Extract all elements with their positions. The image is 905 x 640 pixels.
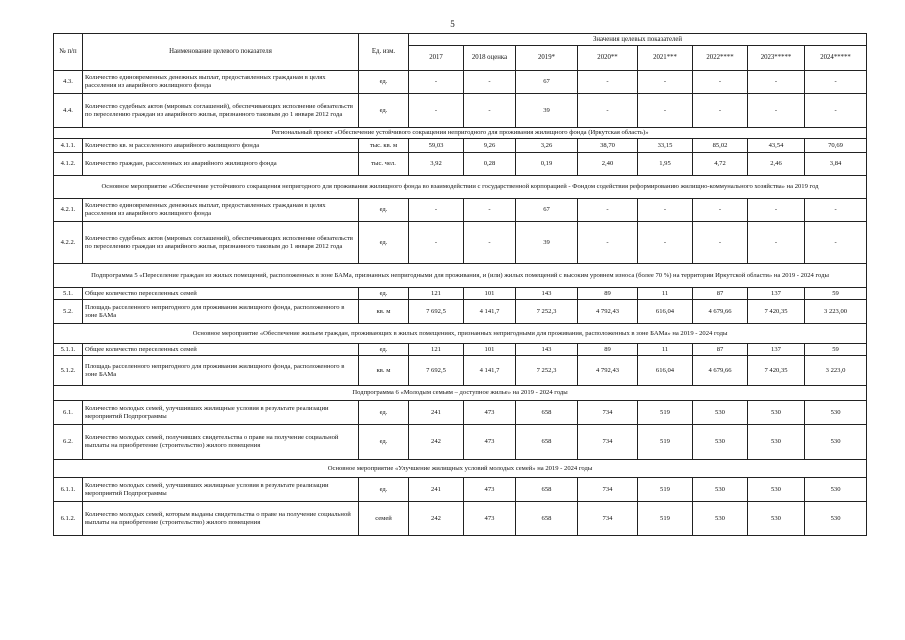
value-cell: 530 <box>693 425 748 460</box>
value-cell: - <box>748 222 805 264</box>
value-cell: 734 <box>578 502 638 536</box>
section-row <box>54 460 867 478</box>
section-row <box>54 176 867 199</box>
value-cell: 519 <box>638 401 693 425</box>
indicator-name: Общее количество переселенных семей <box>83 288 359 300</box>
value-cell: - <box>638 94 693 128</box>
table-row <box>54 401 867 425</box>
table-row <box>54 94 867 128</box>
header-year: 2020** <box>578 46 638 71</box>
row-number: 6.1.2. <box>54 502 83 536</box>
row-number: 4.3. <box>54 71 83 94</box>
value-cell: - <box>693 199 748 222</box>
value-cell: - <box>409 94 464 128</box>
value-cell: 530 <box>693 401 748 425</box>
indicator-name: Общее количество переселенных семей <box>83 344 359 356</box>
section-title: Основное мероприятие «Обеспечение жильем граждан, проживающих в жилых помещениях, признанных непригодными для проживания, расположенных в зоне БАМа» на 2019 - 2024 годы <box>54 324 867 344</box>
value-cell: 59 <box>805 288 867 300</box>
value-cell: 7 692,5 <box>409 300 464 324</box>
header-year: 2017 <box>409 46 464 71</box>
value-cell: 4 679,66 <box>693 356 748 386</box>
value-cell: 7 252,3 <box>516 300 578 324</box>
header-year: 2021*** <box>638 46 693 71</box>
value-cell: 121 <box>409 344 464 356</box>
value-cell: 241 <box>409 401 464 425</box>
section-row <box>54 128 867 139</box>
value-cell: 473 <box>464 478 516 502</box>
row-number: 4.1.2. <box>54 153 83 176</box>
value-cell: 7 692,5 <box>409 356 464 386</box>
value-cell: 658 <box>516 401 578 425</box>
unit-cell: ед. <box>359 199 409 222</box>
value-cell: 1,95 <box>638 153 693 176</box>
row-number: 4.2.1. <box>54 199 83 222</box>
value-cell: 121 <box>409 288 464 300</box>
indicator-name: Количество кв. м расселенного аварийного жилищного фонда <box>83 139 359 153</box>
value-cell: 519 <box>638 478 693 502</box>
table-row <box>54 71 867 94</box>
indicator-name: Количество молодых семей, улучшивших жилищные условия в результате реализации мероприятий Подпрограммы <box>83 478 359 502</box>
table-row <box>54 222 867 264</box>
value-cell: 473 <box>464 401 516 425</box>
value-cell: 67 <box>516 71 578 94</box>
value-cell: 658 <box>516 478 578 502</box>
value-cell: 89 <box>578 288 638 300</box>
value-cell: 3 223,0 <box>805 356 867 386</box>
value-cell: 734 <box>578 425 638 460</box>
value-cell: 658 <box>516 425 578 460</box>
row-number: 6.2. <box>54 425 83 460</box>
value-cell: 530 <box>748 401 805 425</box>
value-cell: 4 141,7 <box>464 356 516 386</box>
header-year: 2023***** <box>748 46 805 71</box>
value-cell: 11 <box>638 344 693 356</box>
header-year: 2022**** <box>693 46 748 71</box>
value-cell: 9,26 <box>464 139 516 153</box>
value-cell: 530 <box>805 502 867 536</box>
value-cell: - <box>805 71 867 94</box>
value-cell: 473 <box>464 425 516 460</box>
table-row <box>54 356 867 386</box>
unit-cell: ед. <box>359 94 409 128</box>
value-cell: 519 <box>638 502 693 536</box>
value-cell: - <box>805 199 867 222</box>
value-cell: - <box>464 71 516 94</box>
subprogram-title: Подпрограмма 5 «Переселение граждан из жилых помещений, расположенных в зоне БАМа, признанных непригодными для проживания, и (или) жилых помещений с высоким уровнем износа (более 70 %) на территории Иркутской области» на 2019 - 2024 годы <box>54 264 867 288</box>
section-title: Региональный проект «Обеспечение устойчивого сокращения непригодного для проживания жилищного фонда (Иркутская область)» <box>54 128 867 139</box>
row-number: 5.1.2. <box>54 356 83 386</box>
value-cell: 4 792,43 <box>578 300 638 324</box>
value-cell: - <box>409 71 464 94</box>
target-indicators-table <box>53 33 867 536</box>
value-cell: 87 <box>693 288 748 300</box>
value-cell: - <box>748 199 805 222</box>
value-cell: 530 <box>805 401 867 425</box>
value-cell: 137 <box>748 288 805 300</box>
row-number: 6.1. <box>54 401 83 425</box>
value-cell: 4 141,7 <box>464 300 516 324</box>
value-cell: 101 <box>464 344 516 356</box>
value-cell: 0,28 <box>464 153 516 176</box>
value-cell: - <box>409 199 464 222</box>
value-cell: 87 <box>693 344 748 356</box>
indicator-name: Площадь расселенного непригодного для проживания жилищного фонда, расположенного в зоне БАМа <box>83 300 359 324</box>
table-row <box>54 478 867 502</box>
value-cell: 3,26 <box>516 139 578 153</box>
subprogram-title: Подпрограмма 6 «Молодым семьям – доступное жилье» на 2019 - 2024 годы <box>54 386 867 401</box>
value-cell: 0,19 <box>516 153 578 176</box>
value-cell: - <box>464 199 516 222</box>
value-cell: 530 <box>693 478 748 502</box>
unit-cell: ед. <box>359 71 409 94</box>
value-cell: 143 <box>516 288 578 300</box>
indicator-name: Количество молодых семей, получивших свидетельства о праве на получение социальной выплаты на приобретение (строительство) жилого помещения <box>83 425 359 460</box>
section-row <box>54 324 867 344</box>
unit-cell: кв. м <box>359 356 409 386</box>
value-cell: 7 252,3 <box>516 356 578 386</box>
value-cell: - <box>693 222 748 264</box>
row-number: 4.4. <box>54 94 83 128</box>
indicator-name: Количество единовременных денежных выплат, предоставленных гражданам в целях расселения из аварийного жилищного фонда <box>83 199 359 222</box>
value-cell: 39 <box>516 222 578 264</box>
unit-cell: семей <box>359 502 409 536</box>
indicator-name: Количество граждан, расселенных из аварийного жилищного фонда <box>83 153 359 176</box>
value-cell: 734 <box>578 478 638 502</box>
unit-cell: ед. <box>359 288 409 300</box>
value-cell: - <box>748 94 805 128</box>
header-year: 2018 оценка <box>464 46 516 71</box>
value-cell: 616,04 <box>638 356 693 386</box>
value-cell: 4 792,43 <box>578 356 638 386</box>
header-num: № п/п <box>54 34 83 71</box>
unit-cell: ед. <box>359 401 409 425</box>
value-cell: 242 <box>409 425 464 460</box>
unit-cell: ед. <box>359 222 409 264</box>
value-cell: 242 <box>409 502 464 536</box>
value-cell: 3,84 <box>805 153 867 176</box>
value-cell: 473 <box>464 502 516 536</box>
value-cell: - <box>638 199 693 222</box>
value-cell: 2,46 <box>748 153 805 176</box>
page-number: 5 <box>450 19 455 29</box>
value-cell: 530 <box>748 478 805 502</box>
indicator-name: Количество молодых семей, которым выданы свидетельства о праве на получение социальной выплаты на приобретение (строительство) жилого помещения <box>83 502 359 536</box>
section-title: Основное мероприятие «Обеспечение устойчивого сокращения непригодного для проживания жилищного фонда во взаимодействии с государственной корпорацией - Фондом содействия реформированию жилищно-коммунального хозяйства» на 2019 год <box>54 176 867 199</box>
header-year: 2024***** <box>805 46 867 71</box>
indicator-name: Количество единовременных денежных выплат, предоставленных гражданам в целях расселения из аварийного жилищного фонда <box>83 71 359 94</box>
value-cell: - <box>578 94 638 128</box>
table-row <box>54 199 867 222</box>
value-cell: 530 <box>748 425 805 460</box>
subprogram-row <box>54 264 867 288</box>
value-cell: 734 <box>578 401 638 425</box>
value-cell: - <box>638 222 693 264</box>
value-cell: - <box>805 94 867 128</box>
value-cell: 241 <box>409 478 464 502</box>
indicator-name: Количество судебных актов (мировых соглашений), обеспечивающих исполнение обязательств по переселению граждан из аварийного жилья, признанного таковым до 1 января 2012 года <box>83 94 359 128</box>
header-name: Наименование целевого показателя <box>83 34 359 71</box>
row-number: 5.1. <box>54 288 83 300</box>
value-cell: 2,40 <box>578 153 638 176</box>
value-cell: 70,69 <box>805 139 867 153</box>
value-cell: 11 <box>638 288 693 300</box>
value-cell: 530 <box>805 478 867 502</box>
table-row <box>54 153 867 176</box>
value-cell: - <box>748 71 805 94</box>
row-number: 4.2.2. <box>54 222 83 264</box>
value-cell: 4 679,66 <box>693 300 748 324</box>
value-cell: - <box>805 222 867 264</box>
value-cell: 43,54 <box>748 139 805 153</box>
unit-cell: ед. <box>359 478 409 502</box>
value-cell: 530 <box>748 502 805 536</box>
value-cell: - <box>693 94 748 128</box>
value-cell: 530 <box>805 425 867 460</box>
value-cell: 59,03 <box>409 139 464 153</box>
value-cell: 143 <box>516 344 578 356</box>
value-cell: 137 <box>748 344 805 356</box>
value-cell: - <box>578 71 638 94</box>
unit-cell: кв. м <box>359 300 409 324</box>
unit-cell: тыс. чел. <box>359 153 409 176</box>
value-cell: 33,15 <box>638 139 693 153</box>
value-cell: 89 <box>578 344 638 356</box>
value-cell: 7 420,35 <box>748 300 805 324</box>
unit-cell: тыс. кв. м <box>359 139 409 153</box>
row-number: 5.1.1. <box>54 344 83 356</box>
value-cell: 3,92 <box>409 153 464 176</box>
value-cell: - <box>693 71 748 94</box>
value-cell: 38,70 <box>578 139 638 153</box>
section-title: Основное мероприятие «Улучшение жилищных условий молодых семей» на 2019 - 2024 годы <box>54 460 867 478</box>
value-cell: - <box>464 222 516 264</box>
unit-cell: ед. <box>359 425 409 460</box>
indicator-name: Площадь расселенного непригодного для проживания жилищного фонда, расположенного в зоне БАМа <box>83 356 359 386</box>
subprogram-row <box>54 386 867 401</box>
value-cell: 7 420,35 <box>748 356 805 386</box>
table-row <box>54 288 867 300</box>
value-cell: 59 <box>805 344 867 356</box>
row-number: 4.1.1. <box>54 139 83 153</box>
value-cell: 67 <box>516 199 578 222</box>
table-row <box>54 300 867 324</box>
value-cell: 4,72 <box>693 153 748 176</box>
value-cell: 3 223,00 <box>805 300 867 324</box>
table-row <box>54 502 867 536</box>
value-cell: 616,04 <box>638 300 693 324</box>
header-year: 2019* <box>516 46 578 71</box>
value-cell: 519 <box>638 425 693 460</box>
value-cell: 530 <box>693 502 748 536</box>
row-number: 6.1.1. <box>54 478 83 502</box>
value-cell: 101 <box>464 288 516 300</box>
value-cell: - <box>409 222 464 264</box>
value-cell: - <box>578 199 638 222</box>
value-cell: - <box>578 222 638 264</box>
header-unit: Ед. изм. <box>359 34 409 71</box>
table-row <box>54 344 867 356</box>
indicator-name: Количество молодых семей, улучшивших жилищные условия в результате реализации мероприятий Подпрограммы <box>83 401 359 425</box>
value-cell: 85,02 <box>693 139 748 153</box>
row-number: 5.2. <box>54 300 83 324</box>
table-row <box>54 139 867 153</box>
unit-cell: ед. <box>359 344 409 356</box>
value-cell: - <box>464 94 516 128</box>
indicator-name: Количество судебных актов (мировых соглашений), обеспечивающих исполнение обязательств по переселению граждан из аварийного жилья, признанного таковым до 1 января 2012 года <box>83 222 359 264</box>
table-row <box>54 425 867 460</box>
value-cell: 658 <box>516 502 578 536</box>
header-values-group: Значения целевых показателей <box>409 34 867 46</box>
value-cell: 39 <box>516 94 578 128</box>
value-cell: - <box>638 71 693 94</box>
